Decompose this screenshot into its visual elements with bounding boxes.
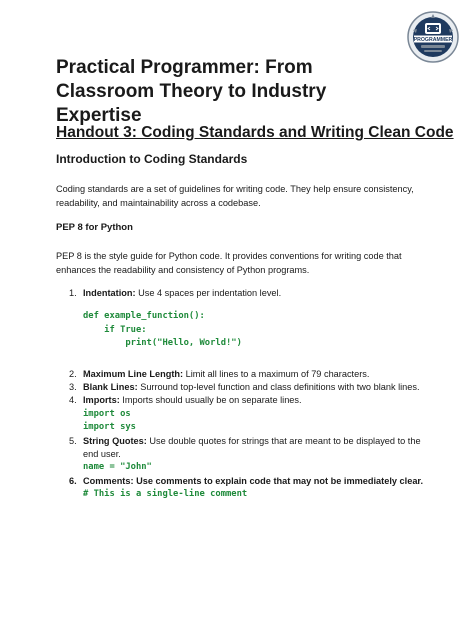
pep8-paragraph: PEP 8 is the style guide for Python code. It provides conventions for writing code that enhances the readability and consistency of Python programs. (56, 251, 402, 275)
handout-title: Handout 3: Coding Standards and Writing Clean Code (56, 124, 454, 141)
list-item-indentation (56, 287, 436, 351)
list-item-label: String Quotes: (83, 435, 147, 446)
list-item-label: Imports: (83, 395, 120, 406)
list-number: 3. (69, 382, 77, 393)
list-number: 4. (69, 395, 77, 406)
code-line: # This is a single-line comment (83, 489, 248, 500)
code-block-imports (83, 408, 436, 435)
code-line: name = "John" (83, 462, 152, 473)
list-item-label: Maximum Line Length: (83, 368, 184, 379)
code-line: import sys (83, 422, 136, 433)
list-number: 1. (69, 288, 77, 298)
intro-paragraph: Coding standards are a set of guidelines for writing code. They help ensure consistency, readability, and maintainability across a codebase. (56, 184, 414, 208)
section-title: Introduction to Coding Standards (56, 152, 248, 166)
code-block-string-quotes (83, 461, 436, 474)
code-line: print("Hello, World!") (83, 338, 242, 349)
list-item-text: Limit all lines to a maximum of 79 characters. (183, 368, 370, 379)
code-block-indentation (83, 310, 436, 350)
list-number: 6. (69, 475, 77, 486)
list-item-text: Use comments to explain code that may not be immediately clear. (133, 475, 424, 486)
code-line: import os (83, 408, 131, 419)
list-item-label: Comments: (83, 475, 134, 486)
code-line: def example_function(): (83, 311, 205, 322)
list-item-string-quotes (56, 435, 436, 475)
list-item-line-length (56, 368, 436, 381)
list-item-label: Blank Lines: (83, 382, 138, 393)
coding-standards-list (56, 287, 436, 502)
list-item-blank-lines (56, 381, 436, 394)
pep8-heading: PEP 8 for Python (56, 222, 133, 233)
list-item-text: Surround top-level function and class definitions with two blank lines. (137, 382, 420, 393)
list-item-label: Indentation: (83, 288, 136, 298)
code-line: if True: (83, 324, 147, 335)
list-number: 2. (69, 368, 77, 379)
logo-text: PROGRAMMER (413, 37, 453, 43)
list-item-text: Imports should usually be on separate lines. (119, 395, 302, 406)
list-number: 5. (69, 435, 77, 446)
code-block-comments (83, 488, 436, 501)
list-item-comments (56, 475, 436, 502)
document-title: Practical Programmer: From Classroom Theory to Industry Expertise (56, 57, 327, 126)
list-item-imports (56, 394, 436, 434)
list-item-text: Use 4 spaces per indentation level. (135, 288, 282, 298)
list-item-text: Use double quotes for strings that are meant to be displayed to the end user. (83, 435, 421, 460)
